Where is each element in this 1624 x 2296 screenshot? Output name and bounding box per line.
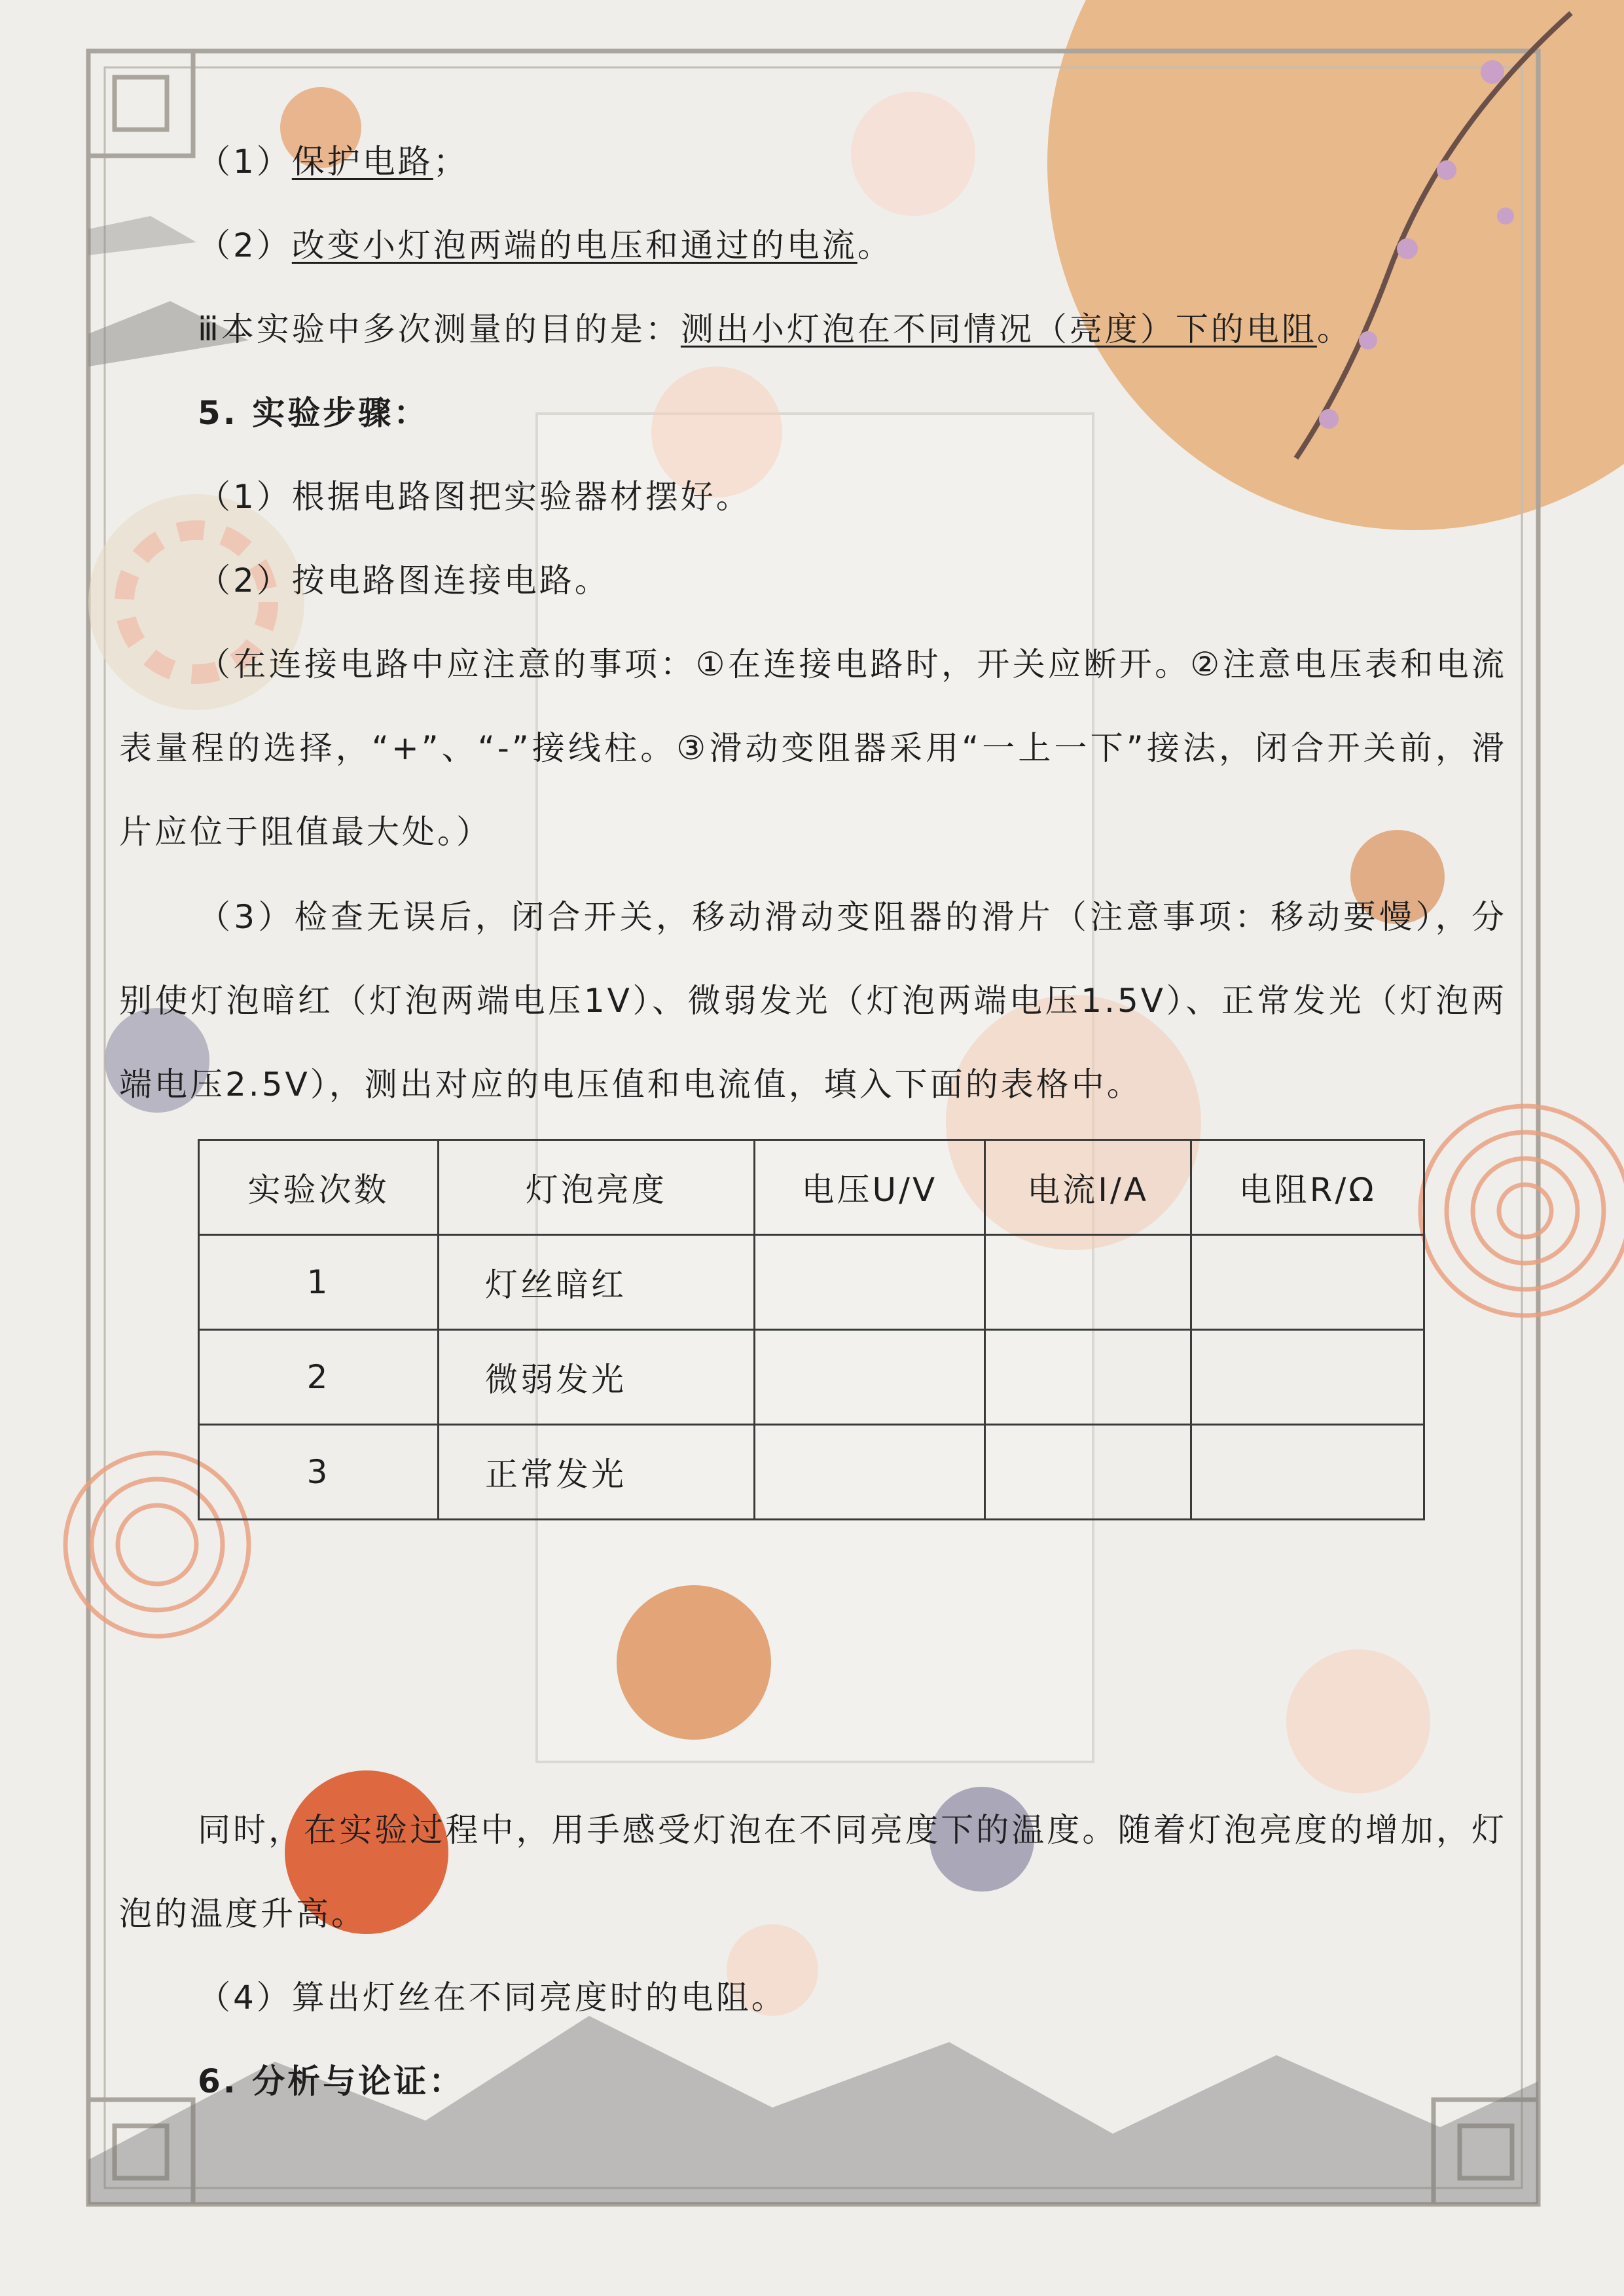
resistance-cell — [1191, 1235, 1424, 1330]
step-3: （3）检查无误后，闭合开关，移动滑动变阻器的滑片（注意事项：移动要慢），分别使灯泡暗红（灯泡两端电压1V）、微弱发光（灯泡两端电压1.5V）、正常发光（灯泡两端电压2.5V），测出对应的电压值和电流值，填入下面的表格中。 — [119, 898, 1507, 1103]
current-cell — [984, 1330, 1191, 1425]
measurement-purpose-line — [119, 287, 1507, 371]
header-voltage: 电压U/V — [754, 1140, 984, 1235]
wiring-notes: （在连接电路中应注意的事项：①在连接电路时，开关应断开。②注意电压表和电流表量程的选择，“+”、“-”接线柱。③滑动变阻器采用“一上一下”接法，闭合开关前，滑片应位于阻值最大处。） — [119, 645, 1507, 851]
purpose-line-2 — [119, 204, 1507, 287]
header-resistance: 电阻R/Ω — [1191, 1140, 1424, 1235]
header-brightness: 灯泡亮度 — [438, 1140, 754, 1235]
brightness-cell: 灯丝暗红 — [438, 1235, 754, 1330]
trial-number: 2 — [199, 1330, 439, 1425]
punctuation: ； — [433, 143, 469, 181]
punctuation: 。 — [1316, 310, 1352, 348]
item-number: （1） — [198, 143, 292, 181]
question-text: ⅲ本实验中多次测量的目的是： — [198, 310, 681, 348]
trial-number: 1 — [199, 1235, 439, 1330]
step-2: （2）按电路图连接电路。 — [198, 562, 610, 600]
voltage-cell — [754, 1235, 984, 1330]
answer-change-voltage-current: 改变小灯泡两端的电压和通过的电流 — [291, 226, 857, 264]
temperature-observation: 同时，在实验过程中，用手感受灯泡在不同亮度下的温度。随着灯泡亮度的增加，灯泡的温度升高。 — [119, 1811, 1507, 1933]
voltage-cell — [754, 1425, 984, 1520]
resistance-cell — [1191, 1425, 1424, 1520]
header-current: 电流I/A — [984, 1140, 1191, 1235]
purpose-line-1 — [119, 120, 1507, 204]
current-cell — [984, 1235, 1191, 1330]
resistance-cell — [1191, 1330, 1424, 1425]
voltage-cell — [754, 1330, 984, 1425]
answer-protect-circuit: 保护电路 — [291, 143, 433, 181]
table-row — [199, 1235, 1424, 1330]
table-row — [199, 1330, 1424, 1425]
section-heading-6: 6. 分析与论证： — [198, 2062, 465, 2100]
brightness-cell: 正常发光 — [438, 1425, 754, 1520]
brightness-cell: 微弱发光 — [438, 1330, 754, 1425]
step-1: （1）根据电路图把实验器材摆好。 — [198, 478, 751, 516]
item-number: （2） — [198, 226, 292, 264]
step-4: （4）算出灯丝在不同亮度时的电阻。 — [198, 1979, 787, 2017]
data-table — [198, 1139, 1425, 1520]
table-header-row — [199, 1140, 1424, 1235]
trial-number: 3 — [199, 1425, 439, 1520]
table-row — [199, 1425, 1424, 1520]
header-trial-count: 实验次数 — [199, 1140, 439, 1235]
section-heading-5: 5. 实验步骤： — [198, 394, 429, 432]
punctuation: 。 — [857, 226, 893, 264]
answer-measure-resistance: 测出小灯泡在不同情况（亮度）下的电阻 — [680, 310, 1317, 348]
current-cell — [984, 1425, 1191, 1520]
